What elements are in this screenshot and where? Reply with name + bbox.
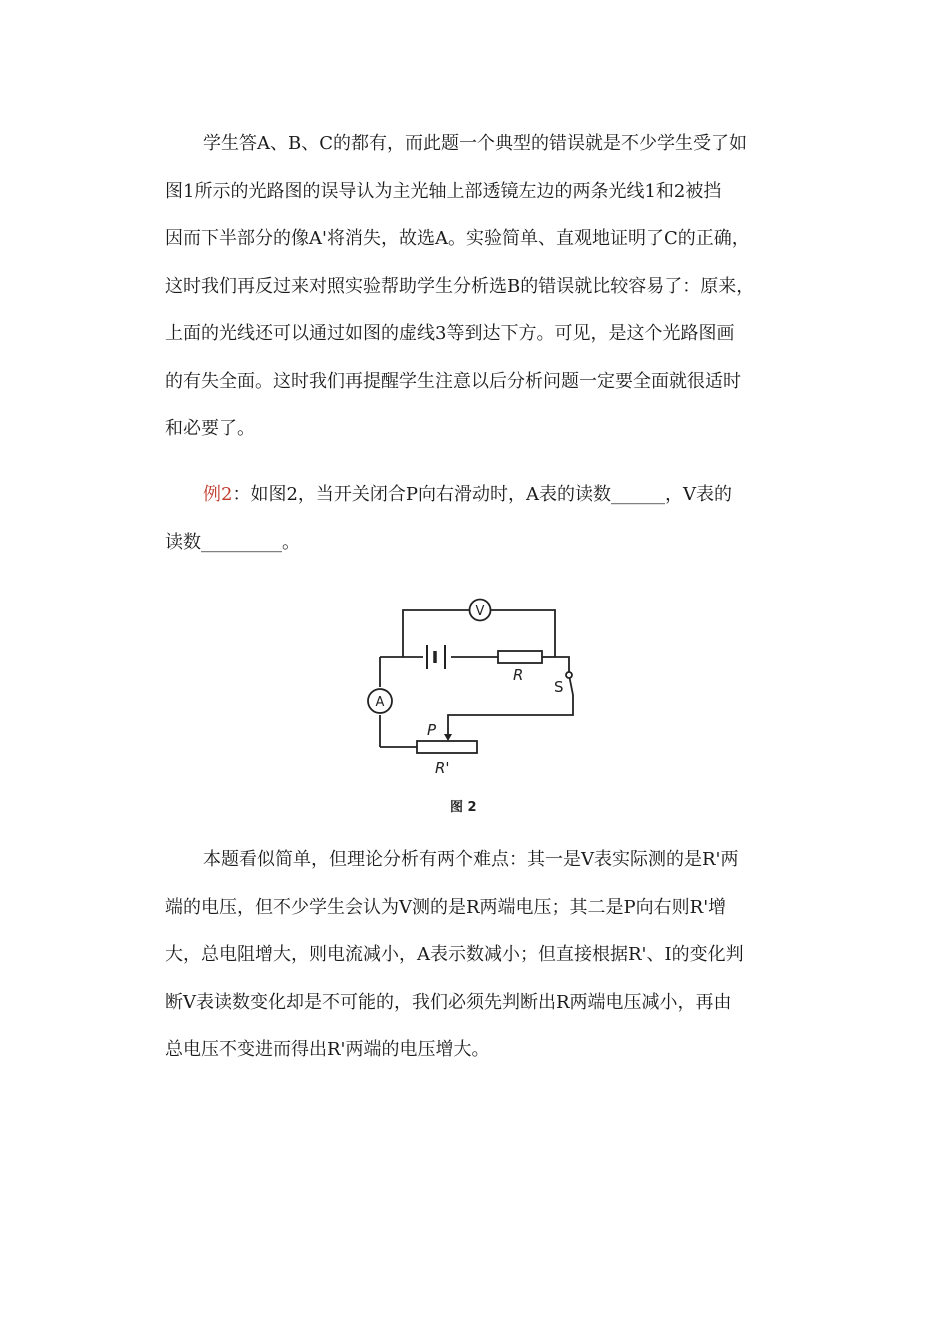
switch-icon bbox=[566, 672, 573, 695]
figure-caption: 图 2 bbox=[450, 800, 477, 815]
battery-icon bbox=[427, 645, 445, 669]
slider-arrow-icon bbox=[444, 734, 452, 741]
slider-label: P bbox=[427, 721, 437, 739]
switch-label: S bbox=[554, 678, 564, 696]
paragraph-lens-analysis bbox=[165, 130, 785, 463]
paragraph-line: 本题看似简单，但理论分析有两个难点：其一是V表实际测的是R'两 bbox=[203, 849, 739, 870]
paragraph-line: 断V表读数变化却是不可能的，我们必须先判断出R两端电压减小，再由 bbox=[165, 991, 732, 1013]
voltmeter-label: V bbox=[475, 604, 485, 619]
paragraph-line: 端的电压，但不少学生会认为V测的是R两端电压；其二是P向右则R'增 bbox=[165, 896, 727, 918]
paragraph-line: 因而下半部分的像A'将消失，故选A。实验简单、直观地证明了C的正确， bbox=[165, 228, 750, 249]
paragraph-circuit-analysis bbox=[165, 846, 785, 1084]
example-question bbox=[165, 481, 785, 576]
paragraph-line: 图1所示的光路图的误导认为主光轴上部透镜左边的两条光线1和2被挡 bbox=[165, 180, 722, 202]
paragraph-line: 这时我们再反过来对照实验帮助学生分析选B的错误就比较容易了：原来， bbox=[165, 275, 755, 297]
resistor-r-icon bbox=[498, 651, 542, 663]
paragraph-line: 总电压不变进而得出R'两端的电压增大。 bbox=[165, 1039, 490, 1060]
resistor-r-label: R bbox=[513, 666, 524, 684]
example-label: 例2 bbox=[203, 484, 233, 505]
paragraph-line: 上面的光线还可以通过如图的虚线3等到达下方。可见，是这个光路图画 bbox=[165, 323, 735, 344]
ammeter-label: A bbox=[375, 695, 385, 710]
paragraph-line: 的有失全面。这时我们再提醒学生注意以后分析问题一定要全面就很适时 bbox=[165, 370, 741, 392]
example-line-2: 读数_________。 bbox=[165, 531, 300, 553]
paragraph-line: 大，总电阻增大，则电流减小，A表示数减小；但直接根据R'、I的变化判 bbox=[165, 944, 744, 965]
rheostat-icon bbox=[417, 741, 477, 753]
circuit-diagram-figure bbox=[355, 595, 595, 825]
rheostat-label: R' bbox=[435, 759, 450, 777]
paragraph-line: 和必要了。 bbox=[165, 418, 255, 439]
example-question-text: ：如图2，当开关闭合P向右滑动时，A表的读数______，V表的 bbox=[232, 484, 733, 505]
paragraph-line: 学生答A、B、C的都有，而此题一个典型的错误就是不少学生受了如 bbox=[203, 133, 747, 154]
example-line-1 bbox=[165, 481, 785, 529]
circuit-wires bbox=[380, 610, 573, 747]
